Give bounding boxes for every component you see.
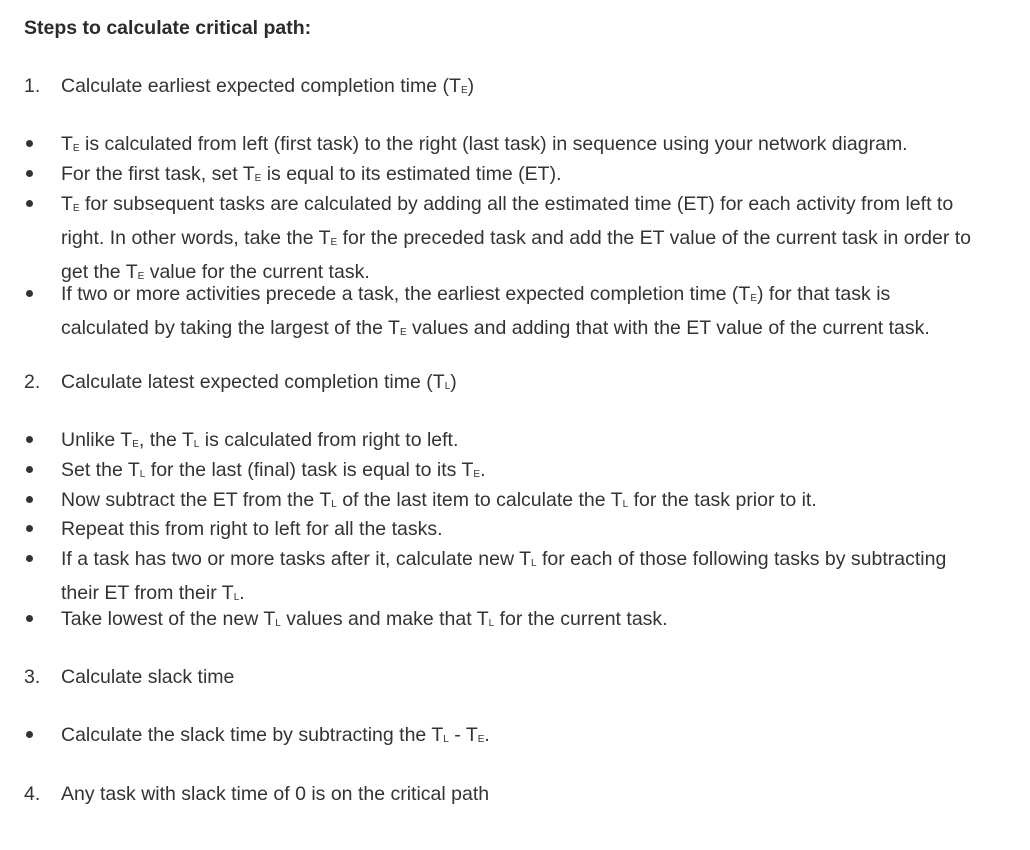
bullet-icon — [26, 525, 33, 532]
list-item-text: Take lowest of the new $T_L$ values and make that $T_L$ for the current task. — [61, 608, 668, 630]
step-number: 2. — [24, 371, 41, 393]
list-item-text: Unlike $T_E$, the $T_L$ is calculated from right to left. — [61, 429, 459, 451]
list-item-text: If two or more activities precede a task, the earliest expected completion time $(T_E)$ for that task is calculated by taking the largest of the $T_E$ values and adding that with the ET value of the current task. — [61, 283, 930, 339]
step-title: Any task with slack time of 0 is on the critical path — [61, 783, 490, 805]
bullet-icon — [26, 170, 33, 177]
list-item-text: Set the $T_L$ for the last (final) task is equal to its $T_E$. — [61, 459, 486, 481]
step-2 — [24, 367, 457, 401]
bullet-icon — [26, 200, 33, 207]
step-title: Calculate slack time — [61, 666, 235, 688]
bullet-icon — [26, 496, 33, 503]
page-title: Steps to calculate critical path: — [24, 17, 312, 39]
list-item-text: Calculate the slack time by subtracting the $T_L - T_E$. — [61, 724, 490, 746]
list-item-text: If a task has two or more tasks after it, calculate new $T_L$ for each of those following tasks by subtracting their ET from their $T_L$. — [61, 548, 947, 604]
step-1 — [24, 71, 474, 105]
step-title: Calculate latest expected completion time $(T_L)$ — [61, 371, 457, 393]
step-number: 3. — [24, 666, 41, 688]
bullet-icon — [26, 466, 33, 473]
step-number: 4. — [24, 783, 41, 805]
bullet-icon — [26, 555, 33, 562]
bullet-icon — [26, 731, 33, 738]
step-3 — [24, 662, 234, 692]
list-item-text: $T_E$ is calculated from left (first task) to the right (last task) in sequence using your network diagram. — [61, 133, 908, 155]
list-item-text: Now subtract the ET from the $T_L$ of the last item to calculate the $T_L$ for the task prior to it. — [61, 489, 817, 511]
bullet-icon — [26, 140, 33, 147]
list-item-text: $T_E$ for subsequent tasks are calculated by adding all the estimated time (ET) for each activity from left to right. In other words, take the $T_E$ for the preceded task and add the ET value of the current task in order to get the $T_E$ value for the current task. — [61, 193, 971, 283]
bullet-icon — [26, 436, 33, 443]
step-4 — [24, 779, 489, 809]
bullet-icon — [26, 290, 33, 297]
step-title: Calculate earliest expected completion time $(T_E)$ — [61, 75, 475, 97]
step-number: 1. — [24, 75, 41, 97]
bullet-icon — [26, 615, 33, 622]
list-item-text: For the first task, set $T_E$ is equal to its estimated time (ET). — [61, 163, 562, 185]
list-item-text: Repeat this from right to left for all the tasks. — [61, 518, 443, 540]
